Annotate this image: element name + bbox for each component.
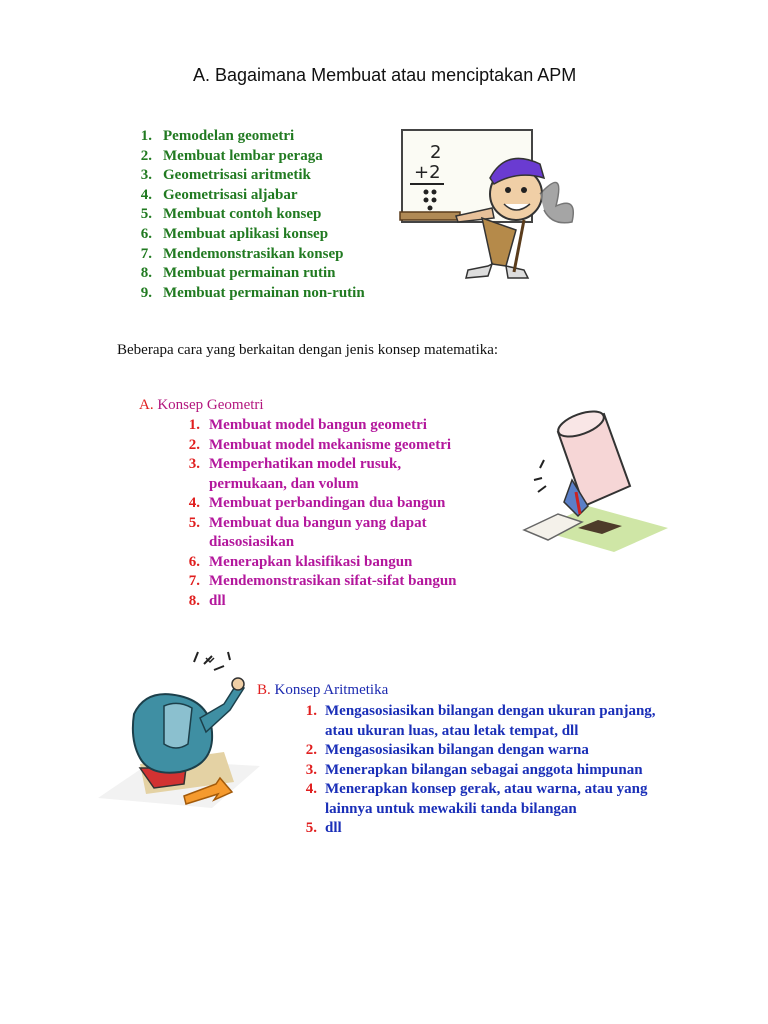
item-text: Mendemonstrasikan konsep (163, 245, 344, 262)
list-item (301, 761, 690, 781)
section-a-heading (139, 397, 264, 414)
list-item (138, 284, 365, 304)
apm-steps-list (138, 127, 365, 303)
item-number: 1. (140, 128, 152, 144)
list-item (138, 205, 365, 225)
list-item (301, 702, 690, 741)
list-item (184, 494, 509, 514)
item-text: Geometrisasi aljabar (163, 186, 298, 203)
page-title: A. Bagaimana Membuat atau menciptakan APM (193, 65, 577, 85)
item-number: 6. (140, 225, 152, 242)
item-text: Membuat aplikasi konsep (163, 225, 329, 242)
item-text: Memperhatikan model rusuk, permukaan, dan volum (209, 456, 402, 492)
geometry-concept-list (184, 416, 509, 611)
item-number: 4. (140, 186, 152, 203)
item-text: Membuat model mekanisme geometri (209, 436, 452, 453)
item-number: 1. (305, 703, 317, 719)
list-item (138, 264, 365, 284)
item-number: 5. (140, 206, 152, 223)
board-line-1: 2 (430, 142, 442, 163)
item-text: dll (209, 592, 226, 609)
item-number: 7. (140, 245, 152, 262)
item-text: Menerapkan konsep gerak, atau warna, atau yang lainnya untuk mewakili tanda bilangan (325, 781, 648, 817)
section-b-letter: B. (257, 682, 271, 698)
list-item (184, 416, 509, 436)
list-item (301, 741, 690, 761)
item-text: Mendemonstrasikan sifat-sifat bangun (209, 573, 457, 589)
item-number: 1. (188, 417, 200, 433)
board-line-2: +2 (414, 162, 441, 183)
item-text: Membuat lembar peraga (163, 147, 323, 164)
list-item (138, 127, 365, 147)
list-item (138, 147, 365, 167)
item-number: 3. (305, 761, 317, 778)
item-text: Mengasosiasikan bilangan dengan ukuran panjang, atau ukuran luas, atau letak tempat, dll (325, 703, 656, 739)
list-item (301, 780, 690, 819)
item-text: Pemodelan geometri (163, 128, 295, 144)
item-text: Geometrisasi aritmetik (163, 167, 311, 184)
item-text: Membuat model bangun geometri (209, 417, 427, 433)
item-text: Menerapkan bilangan sebagai anggota himpunan (325, 761, 643, 778)
item-text: dll (325, 820, 342, 836)
item-number: 4. (305, 781, 317, 797)
item-number: 7. (188, 573, 200, 589)
intro-text: Beberapa cara yang berkaitan dengan jenis konsep matematika: (117, 342, 499, 358)
item-number: 8. (140, 265, 152, 282)
list-item (184, 592, 509, 612)
item-text: Membuat contoh konsep (163, 206, 322, 223)
item-number: 2. (305, 742, 317, 758)
list-item (138, 166, 365, 186)
list-item (138, 186, 365, 206)
section-b-label: Konsep Aritmetika (274, 682, 389, 698)
arithmetic-concept-list (301, 702, 690, 839)
item-number: 8. (188, 592, 200, 609)
teacher-chalkboard-illustration (396, 126, 592, 286)
item-text: Membuat permainan non-rutin (163, 284, 365, 301)
item-text: Membuat permainan rutin (163, 265, 336, 282)
item-number: 3. (140, 167, 152, 184)
box-lifting-illustration (518, 410, 674, 560)
list-item (138, 225, 365, 245)
section-a-letter: A. (139, 397, 154, 413)
item-number: 9. (140, 284, 152, 301)
item-text: Membuat perbandingan dua bangun (209, 495, 446, 511)
list-item (184, 455, 509, 494)
section-b-heading (257, 682, 388, 699)
list-item (184, 553, 509, 573)
item-number: 2. (188, 436, 200, 453)
item-text: Membuat dua bangun yang dapat diasosiasikan (209, 514, 427, 550)
list-item (138, 245, 365, 265)
item-number: 4. (188, 495, 200, 511)
item-number: 6. (188, 553, 200, 570)
list-item (301, 819, 690, 839)
item-number: 5. (188, 514, 200, 531)
item-text: Menerapkan klasifikasi bangun (209, 553, 413, 570)
item-text: Mengasosiasikan bilangan dengan warna (325, 742, 589, 758)
section-a-label: Konsep Geometri (157, 397, 264, 413)
list-item (184, 572, 509, 592)
list-item (184, 514, 509, 553)
item-number: 2. (140, 147, 152, 164)
item-number: 3. (188, 456, 200, 472)
list-item (184, 436, 509, 456)
carrying-load-illustration (94, 648, 264, 818)
item-number: 5. (305, 820, 317, 836)
